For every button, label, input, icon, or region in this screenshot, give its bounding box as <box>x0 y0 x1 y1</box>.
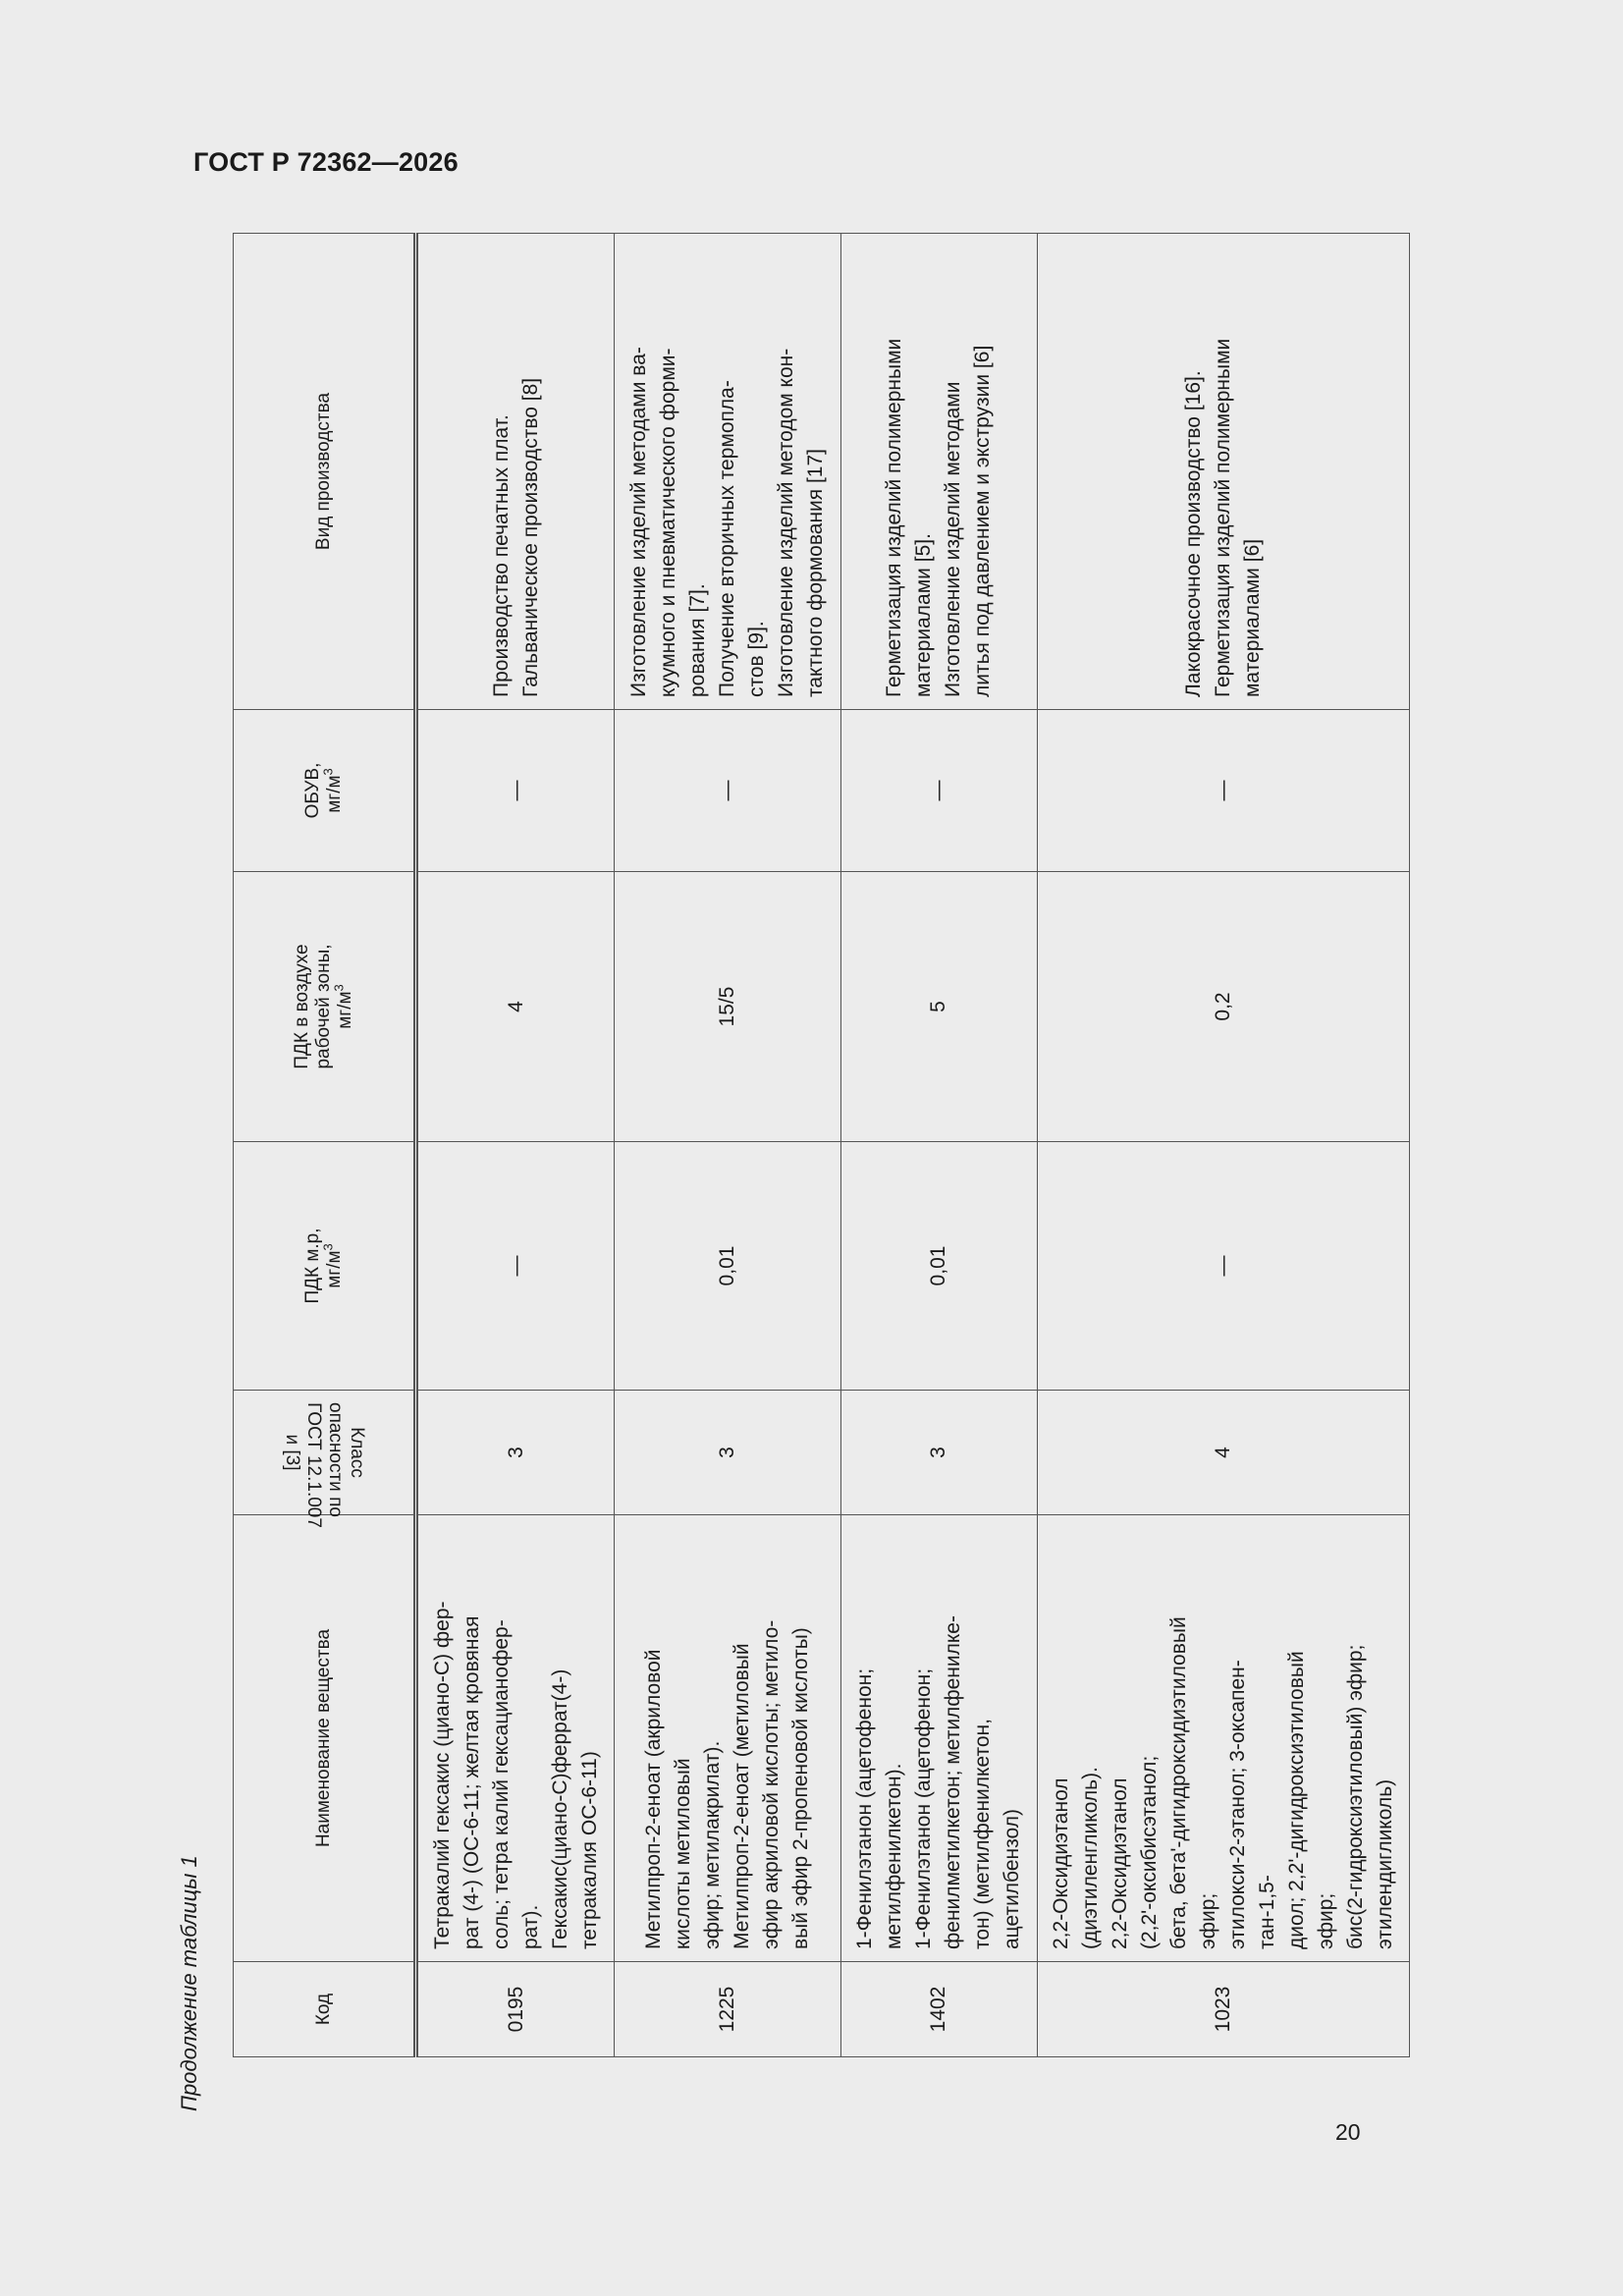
table-caption: Продолжение таблицы 1 <box>177 1855 201 2111</box>
header-pdk-wz: ПДК в воздухе рабочей зоны, $мг/м^3$ <box>234 872 416 1142</box>
rotated-page <box>177 246 1623 2145</box>
table-row <box>615 234 841 2057</box>
header-obuv: ОБУВ, $мг/м^3$ <box>234 710 416 872</box>
cell-production: Изготовление изделий методами ва- куумного и пневматического форми- рования [7]. Получение вторичных термопла- стов [9]. Изготовление изделий методом кон- тактного формования [17] <box>615 234 841 710</box>
cell-obuv: — <box>416 710 615 872</box>
cell-name: Метилпроп-2-еноат (акриловой кислоты метиловый эфир; метилакрилат). Метилпроп-2-еноат (метиловый эфир акриловой кислоты; метило- вый эфир 2-пропеновой кислоты) <box>615 1515 841 1962</box>
page-number: 20 <box>1335 2119 1361 2145</box>
cell-obuv: — <box>841 710 1037 872</box>
cell-pdk-mr: 0,01 <box>841 1142 1037 1391</box>
cell-name: 1-Фенилэтанон (ацетофенон; метилфенилкетон). 1-Фенилэтанон (ацетофенон; фенилметилкетон; метилфенилке- тон) (метилфенилкетон, ацетилбензол) <box>841 1515 1037 1962</box>
header-pdk-mr: ПДК м.р, $мг/м^3$ <box>234 1142 416 1391</box>
cell-hazard: 3 <box>615 1391 841 1515</box>
header-production: Вид производства <box>234 234 416 710</box>
document-id: ГОСТ Р 72362—2026 <box>193 147 459 177</box>
cell-code: 1023 <box>1037 1962 1409 2057</box>
cell-obuv: — <box>615 710 841 872</box>
cell-pdk-wz: 0,2 <box>1037 872 1409 1142</box>
table-row <box>416 234 615 2057</box>
cell-code: 1402 <box>841 1962 1037 2057</box>
header-code: Код <box>234 1962 416 2057</box>
cell-production: Герметизация изделий полимерными материалами [5]. Изготовление изделий методами литья под давлением и экструзии [6] <box>841 234 1037 710</box>
cell-pdk-wz: 15/5 <box>615 872 841 1142</box>
table-row <box>1037 234 1409 2057</box>
table-row <box>841 234 1037 2057</box>
cell-pdk-wz: 4 <box>416 872 615 1142</box>
cell-hazard: 3 <box>841 1391 1037 1515</box>
cell-pdk-wz: 5 <box>841 872 1037 1142</box>
cell-production: Лакокрасочное производство [16]. Герметизация изделий полимерными материалами [6] <box>1037 234 1409 710</box>
cell-name: Тетракалий гексакис (циано-С) фер- рат (4-) (ОС-6-11; желтая кровяная соль; тетра калий гексацианофер- рат). Гексакис(циано-С)феррат(4-) тетракалия ОС-6-11) <box>416 1515 615 1962</box>
cell-code: 0195 <box>416 1962 615 2057</box>
substances-table <box>233 233 1410 2057</box>
header-name: Наименование вещества <box>234 1515 416 1962</box>
cell-code: 1225 <box>615 1962 841 2057</box>
cell-production: Производство печатных плат. Гальваническое производство [8] <box>416 234 615 710</box>
table-header-row <box>234 234 416 2057</box>
cell-pdk-mr: — <box>1037 1142 1409 1391</box>
cell-obuv: — <box>1037 710 1409 872</box>
cell-pdk-mr: 0,01 <box>615 1142 841 1391</box>
cell-name: 2,2-Оксидиэтанол (диэтиленгликоль). 2,2-Оксидиэтанол (2,2'-оксибисэтанол; бета, бета'-дигидроксидиэтиловый эфир; этилокси-2-этанол; 3-оксапен- тан-1,5- диол; 2,2'-дигидроксиэтиловый эфир; бис(2-гидроксиэтиловый) эфир; этилендигликоль) <box>1037 1515 1409 1962</box>
cell-hazard: 3 <box>416 1391 615 1515</box>
cell-hazard: 4 <box>1037 1391 1409 1515</box>
header-hazard: Класс опасности по ГОСТ 12.1.007 и [3] <box>234 1391 416 1515</box>
cell-pdk-mr: — <box>416 1142 615 1391</box>
